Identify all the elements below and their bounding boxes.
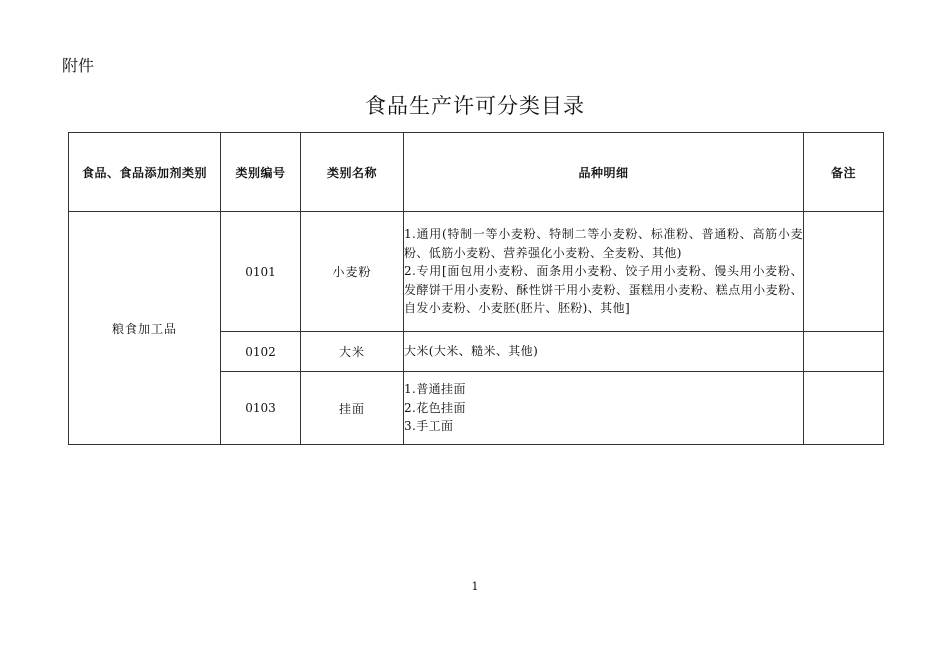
catalog-table <box>68 132 884 445</box>
page-number: 1 <box>471 580 479 593</box>
category-code: 0102 <box>221 332 301 372</box>
header-details: 品种明细 <box>404 133 804 212</box>
header-name: 类别名称 <box>301 133 404 212</box>
detail-line: 3.手工面 <box>404 419 454 434</box>
page-title: 食品生产许可分类目录 <box>365 94 585 118</box>
detail-line: 2.专用[面包用小麦粉、面条用小麦粉、饺子用小麦粉、馒头用小麦粉、发酵饼干用小麦粉、酥性饼干用小麦粉、蛋糕用小麦粉、糕点用小麦粉、自发小麦粉、小麦胚(胚片、胚粉)、其他] <box>404 264 803 316</box>
header-remarks: 备注 <box>804 133 884 212</box>
detail-line: 2.花色挂面 <box>404 400 466 415</box>
variety-details <box>404 212 804 332</box>
detail-line: 1.普通挂面 <box>404 382 466 397</box>
attachment-label: 附件 <box>62 56 95 75</box>
header-code: 类别编号 <box>221 133 301 212</box>
category-name: 小麦粉 <box>301 212 404 332</box>
variety-details <box>404 372 804 445</box>
category-group-cell: 粮食加工品 <box>69 212 221 445</box>
category-name: 挂面 <box>301 372 404 445</box>
category-name: 大米 <box>301 332 404 372</box>
category-code: 0103 <box>221 372 301 445</box>
detail-line: 1.通用(特制一等小麦粉、特制二等小麦粉、标准粉、普通粉、高筋小麦粉、低筋小麦粉、营养强化小麦粉、全麦粉、其他) <box>404 227 803 260</box>
remarks-cell <box>804 332 884 372</box>
variety-details <box>404 332 804 372</box>
table-row <box>69 212 884 332</box>
header-category: 食品、食品添加剂类别 <box>69 133 221 212</box>
table-header-row <box>69 133 884 212</box>
remarks-cell <box>804 372 884 445</box>
detail-line: 大米(大米、糙米、其他) <box>404 344 539 359</box>
remarks-cell <box>804 212 884 332</box>
category-code: 0101 <box>221 212 301 332</box>
